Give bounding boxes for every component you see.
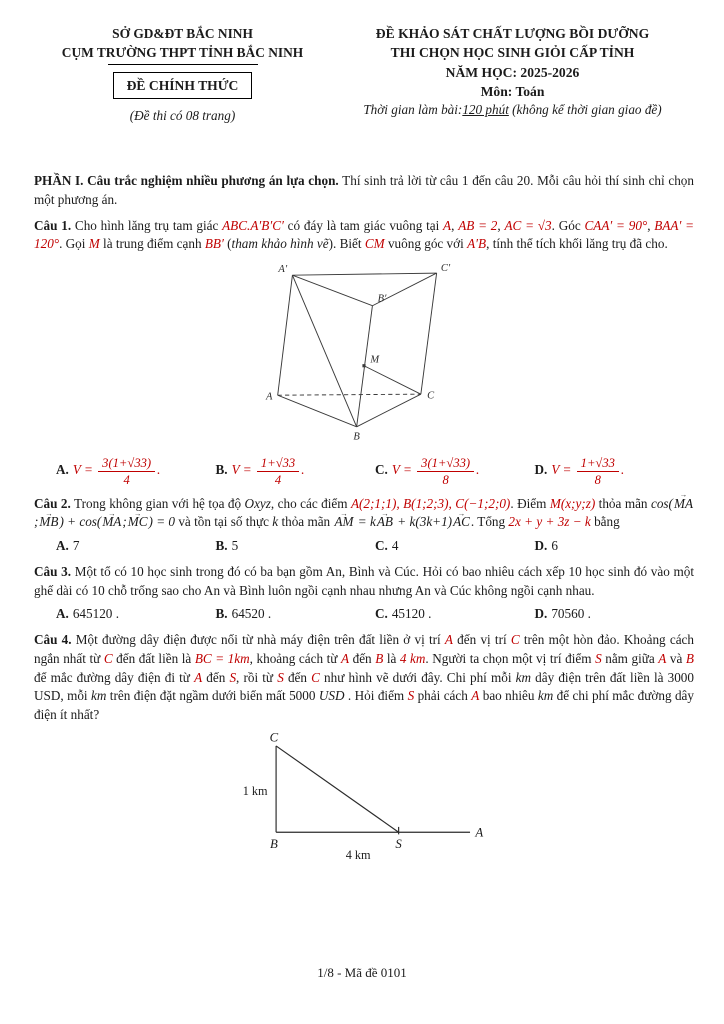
text-segment: km	[537, 688, 554, 704]
text-segment: AB = 2	[458, 217, 498, 233]
text-segment: trên một hòn đảo. Khoảng cách ngắn nhất từ	[34, 632, 694, 666]
text-segment: tham khảo hình vẽ	[231, 236, 329, 252]
fraction-numerator: 1+√33	[257, 456, 299, 472]
text-segment: . Điểm	[510, 495, 550, 511]
option-label: D.	[534, 538, 548, 554]
text-segment: vuông góc với	[384, 236, 468, 252]
text-segment: A	[444, 632, 453, 648]
text-segment: USD	[318, 688, 345, 704]
text-segment: ). Biết	[328, 236, 365, 252]
text-segment: A	[194, 669, 203, 685]
option-formula	[551, 455, 625, 488]
q1-option-d	[535, 456, 695, 488]
q3-option-b	[216, 605, 376, 624]
q2-option-d	[535, 537, 695, 556]
text-segment: , tính thể tích khối lăng trụ đã cho.	[486, 236, 668, 252]
prism-edges	[278, 273, 437, 427]
text-segment: ;	[34, 514, 39, 530]
text-segment: và	[666, 650, 686, 666]
text-segment: . Hỏi điểm	[344, 688, 408, 704]
label-C-prime: C′	[440, 263, 451, 275]
text-segment: k	[272, 514, 279, 530]
text-segment: đến đất liền là	[112, 650, 195, 666]
label-B: B	[353, 431, 360, 443]
question-4-text	[34, 631, 694, 725]
text-segment: C	[510, 632, 520, 648]
q2-option-b	[216, 537, 376, 556]
text-segment: Câu 1.	[34, 217, 72, 233]
question-3-text	[34, 563, 694, 600]
label-S: S	[395, 836, 402, 851]
text-segment: và tồn tại số thực	[175, 514, 273, 530]
text-segment: AC = √3	[504, 217, 552, 233]
option-tail: .	[620, 462, 625, 478]
text-segment: Oxyz	[244, 495, 271, 511]
label-A-prime: A′	[278, 264, 288, 276]
option-value: 6	[551, 538, 558, 554]
time-note: (không kể thời gian giao đề)	[508, 102, 662, 118]
text-segment: Cho hình lăng trụ tam giác	[71, 217, 223, 233]
decorative-underline	[108, 64, 258, 65]
option-value: 4	[391, 538, 399, 554]
text-segment: A	[471, 688, 480, 704]
text-segment: như hình vẽ dưới đây. Chi phí mỗi	[319, 669, 516, 685]
q1-figure	[34, 260, 694, 448]
q2-option-c	[375, 537, 535, 556]
text-segment: A	[443, 217, 452, 233]
triangle-figure	[238, 731, 490, 861]
text-segment: , cho các điểm	[270, 495, 351, 511]
text-segment: Một đường dây điện được nối từ nhà máy điện trên đất liền ở vị trí	[71, 632, 445, 648]
q1-options	[56, 456, 694, 488]
option-lhs: V =	[391, 462, 416, 478]
option-formula	[231, 455, 305, 488]
text-segment: . Gọi	[59, 236, 89, 252]
time-value: 120 phút	[462, 102, 509, 118]
q2-option-a	[56, 537, 216, 556]
fraction-denominator: 8	[442, 473, 449, 488]
fraction-denominator: 8	[594, 473, 601, 488]
question-2-text	[34, 495, 694, 532]
header-right	[331, 24, 694, 126]
option-tail: .	[301, 462, 305, 478]
option-label: C.	[375, 538, 388, 554]
text-segment: Câu 4.	[34, 632, 72, 648]
q1-option-c	[375, 456, 535, 488]
label-B: B	[270, 836, 278, 851]
option-formula	[72, 455, 161, 488]
option-value: 7	[72, 538, 80, 554]
text-segment: CAA′ = 90°	[584, 217, 648, 233]
text-segment: = k	[354, 514, 376, 530]
text-segment: + k(3k+1)	[393, 514, 453, 530]
q3-option-c	[375, 605, 535, 624]
q1-option-b	[216, 456, 376, 488]
fraction	[257, 456, 299, 488]
fraction-numerator: 3(1+√33)	[98, 456, 155, 472]
text-segment: km	[91, 688, 107, 704]
text-segment: . Góc	[551, 217, 585, 233]
fraction-denominator: 4	[123, 473, 130, 488]
text-segment: , khoảng cách từ	[249, 650, 341, 666]
text-segment: ;	[122, 514, 127, 530]
label-4km: 4 km	[345, 847, 371, 861]
text-segment: ,	[497, 217, 505, 233]
text-segment: MA →	[673, 495, 694, 514]
text-segment: S	[407, 688, 415, 704]
prism-figure	[264, 260, 464, 442]
label-1km: 1 km	[242, 783, 268, 798]
text-segment: ,	[451, 217, 459, 233]
option-label: C.	[375, 606, 388, 622]
text-segment: đến	[349, 650, 376, 666]
time-limit	[331, 101, 694, 120]
time-label: Thời gian làm bài:	[363, 102, 463, 118]
fraction	[577, 456, 619, 488]
option-lhs: V =	[231, 462, 255, 478]
q4-figure	[34, 731, 694, 867]
school-cluster-name: CỤM TRƯỜNG THPT TỈNH BẮC NINH	[61, 45, 304, 61]
option-label: B.	[215, 538, 228, 554]
label-B-prime: B′	[377, 293, 387, 305]
exam-title-line1: ĐỀ KHẢO SÁT CHẤT LƯỢNG BỒI DƯỠNG	[375, 26, 650, 41]
option-label: A.	[56, 606, 69, 622]
text-segment: là trung điểm cạnh	[99, 236, 205, 252]
text-segment: MB →	[38, 513, 59, 532]
text-segment: ,	[647, 217, 655, 233]
exam-content	[34, 172, 694, 866]
text-segment: A	[340, 650, 350, 666]
text-segment: để mắc đường dây điện đi từ	[34, 669, 195, 685]
option-lhs: V =	[72, 462, 97, 478]
option-label: D.	[534, 606, 548, 622]
triangle-edges	[276, 746, 470, 834]
text-segment: đến vị trí	[452, 632, 511, 648]
option-value: 5	[231, 538, 239, 554]
option-label: C.	[375, 462, 388, 478]
text-segment: Trong không gian với hệ tọa độ	[70, 495, 245, 511]
text-segment: MA →	[101, 513, 122, 532]
text-segment: (	[223, 236, 232, 252]
text-segment: Câu 2.	[34, 495, 71, 511]
official-exam-box-row	[34, 71, 331, 107]
text-segment: AB →	[376, 513, 394, 532]
text-segment: . Tổng	[470, 514, 509, 530]
text-segment: thỏa mãn	[278, 514, 334, 530]
text-segment: PHẦN I. Câu trắc nghiệm nhiều phương án lựa chọn.	[34, 173, 339, 189]
text-segment: 4 km	[399, 650, 426, 666]
header	[34, 24, 694, 126]
department-name: SỞ GD&ĐT BẮC NINH	[112, 26, 253, 41]
page-footer: 1/8 - Mã đề 0101	[317, 964, 407, 980]
option-value: 45120 .	[391, 606, 432, 622]
option-lhs: V =	[551, 462, 575, 478]
text-segment: đến	[283, 669, 312, 685]
text-segment: km	[515, 669, 532, 685]
text-segment: bằng	[590, 514, 620, 530]
text-segment: phải cách	[414, 688, 472, 704]
text-segment: A(2;1;1), B(1;2;3), C(−1;2;0)	[350, 495, 511, 511]
text-segment: CM	[364, 236, 385, 252]
text-segment: AC →	[452, 513, 471, 532]
option-label: A.	[56, 462, 69, 478]
option-value: 70560 .	[551, 606, 591, 622]
text-segment: B	[375, 650, 384, 666]
text-segment: AM →	[333, 513, 354, 532]
option-formula	[391, 455, 480, 488]
header-left	[34, 24, 331, 126]
official-exam-box: ĐỀ CHÍNH THỨC	[113, 72, 253, 99]
fraction	[98, 456, 155, 488]
text-segment: ) = 0	[148, 514, 176, 530]
text-segment: bao nhiêu	[479, 688, 538, 704]
text-segment: để chi phí mắc đường dây điện ít nhất?	[34, 688, 694, 723]
option-value: 645120 .	[72, 606, 119, 622]
fraction-numerator: 3(1+√33)	[417, 456, 474, 472]
q1-option-a	[56, 456, 216, 488]
q3-option-d	[535, 605, 695, 624]
text-segment: cos(	[650, 495, 673, 511]
text-segment: S	[277, 669, 284, 685]
text-segment: . Người ta chọn một vị trí điểm	[425, 650, 596, 666]
text-segment: C	[103, 650, 113, 666]
text-segment: B	[685, 650, 694, 666]
option-label: A.	[56, 538, 69, 554]
text-segment: ABC.A′B′C′	[222, 217, 284, 233]
text-segment: , rồi từ	[236, 669, 278, 685]
label-M: M	[370, 354, 380, 366]
option-value: 64520 .	[231, 606, 272, 622]
text-segment: S	[595, 650, 602, 666]
text-segment: BB′	[204, 236, 224, 252]
text-segment: đến	[202, 669, 230, 685]
option-label: B.	[215, 606, 228, 622]
text-segment: là	[383, 650, 400, 666]
part1-intro	[34, 172, 694, 209]
q2-options	[56, 537, 694, 556]
exam-title-line2: THI CHỌN HỌC SINH GIỎI CẤP TỈNH	[390, 45, 635, 61]
text-segment: có đáy là tam giác vuông tại	[283, 217, 444, 233]
text-segment: Một tổ có 10 học sinh trong đó có ba bạn gồm An, Bình và Cúc. Hỏi có bao nhiêu cách xếp 10 học sinh đó vào một ghế dài có 10 chỗ trống sao cho An và Bình luôn ngồi cạnh nhau nhưng An và Cúc không ngồi cạnh nhau.	[34, 563, 694, 598]
text-segment: S	[229, 669, 237, 685]
text-segment: BC = 1km	[194, 650, 250, 666]
label-A: A	[475, 825, 484, 840]
school-year: NĂM HỌC: 2025-2026	[445, 64, 580, 80]
fraction-numerator: 1+√33	[577, 456, 619, 472]
point-M-marker	[362, 364, 365, 367]
question-1-text	[34, 217, 694, 254]
text-segment: A	[658, 650, 667, 666]
page-count-note: (Đề thi có 08 trang)	[129, 108, 236, 124]
text-segment: M(x;y;z)	[549, 495, 596, 511]
option-tail: .	[476, 462, 480, 478]
text-segment: BAA′ = 120°	[34, 217, 695, 252]
label-A: A	[265, 391, 273, 403]
subject: Môn: Toán	[480, 83, 545, 99]
text-segment: Thí sinh trả lời từ câu 1 đến câu 20. Mỗi câu hỏi thí sinh chỉ chọn một phương án.	[34, 173, 694, 207]
text-segment: ) + cos(	[59, 514, 102, 530]
text-segment: trên điện đặt ngầm dưới biển mất 5000	[106, 688, 319, 704]
text-segment: M	[88, 236, 100, 252]
label-C: C	[427, 390, 435, 402]
text-segment: 2x + y + 3z − k	[508, 514, 591, 530]
fraction	[417, 456, 474, 488]
option-tail: .	[157, 462, 161, 478]
text-segment: MC →	[127, 513, 149, 532]
label-C: C	[269, 730, 279, 745]
option-label: B.	[215, 462, 228, 478]
q3-option-a	[56, 605, 216, 624]
fraction-denominator: 4	[274, 473, 282, 488]
text-segment: C	[311, 669, 320, 685]
text-segment: A′B	[467, 236, 487, 252]
q3-options	[56, 605, 694, 624]
text-segment: dây điện trên đất liền là 3000 USD, mỗi	[34, 669, 694, 704]
text-segment: Câu 3.	[34, 563, 72, 579]
text-segment: nằm giữa	[601, 650, 659, 666]
text-segment: thỏa mãn	[595, 495, 651, 511]
option-label: D.	[534, 462, 548, 478]
